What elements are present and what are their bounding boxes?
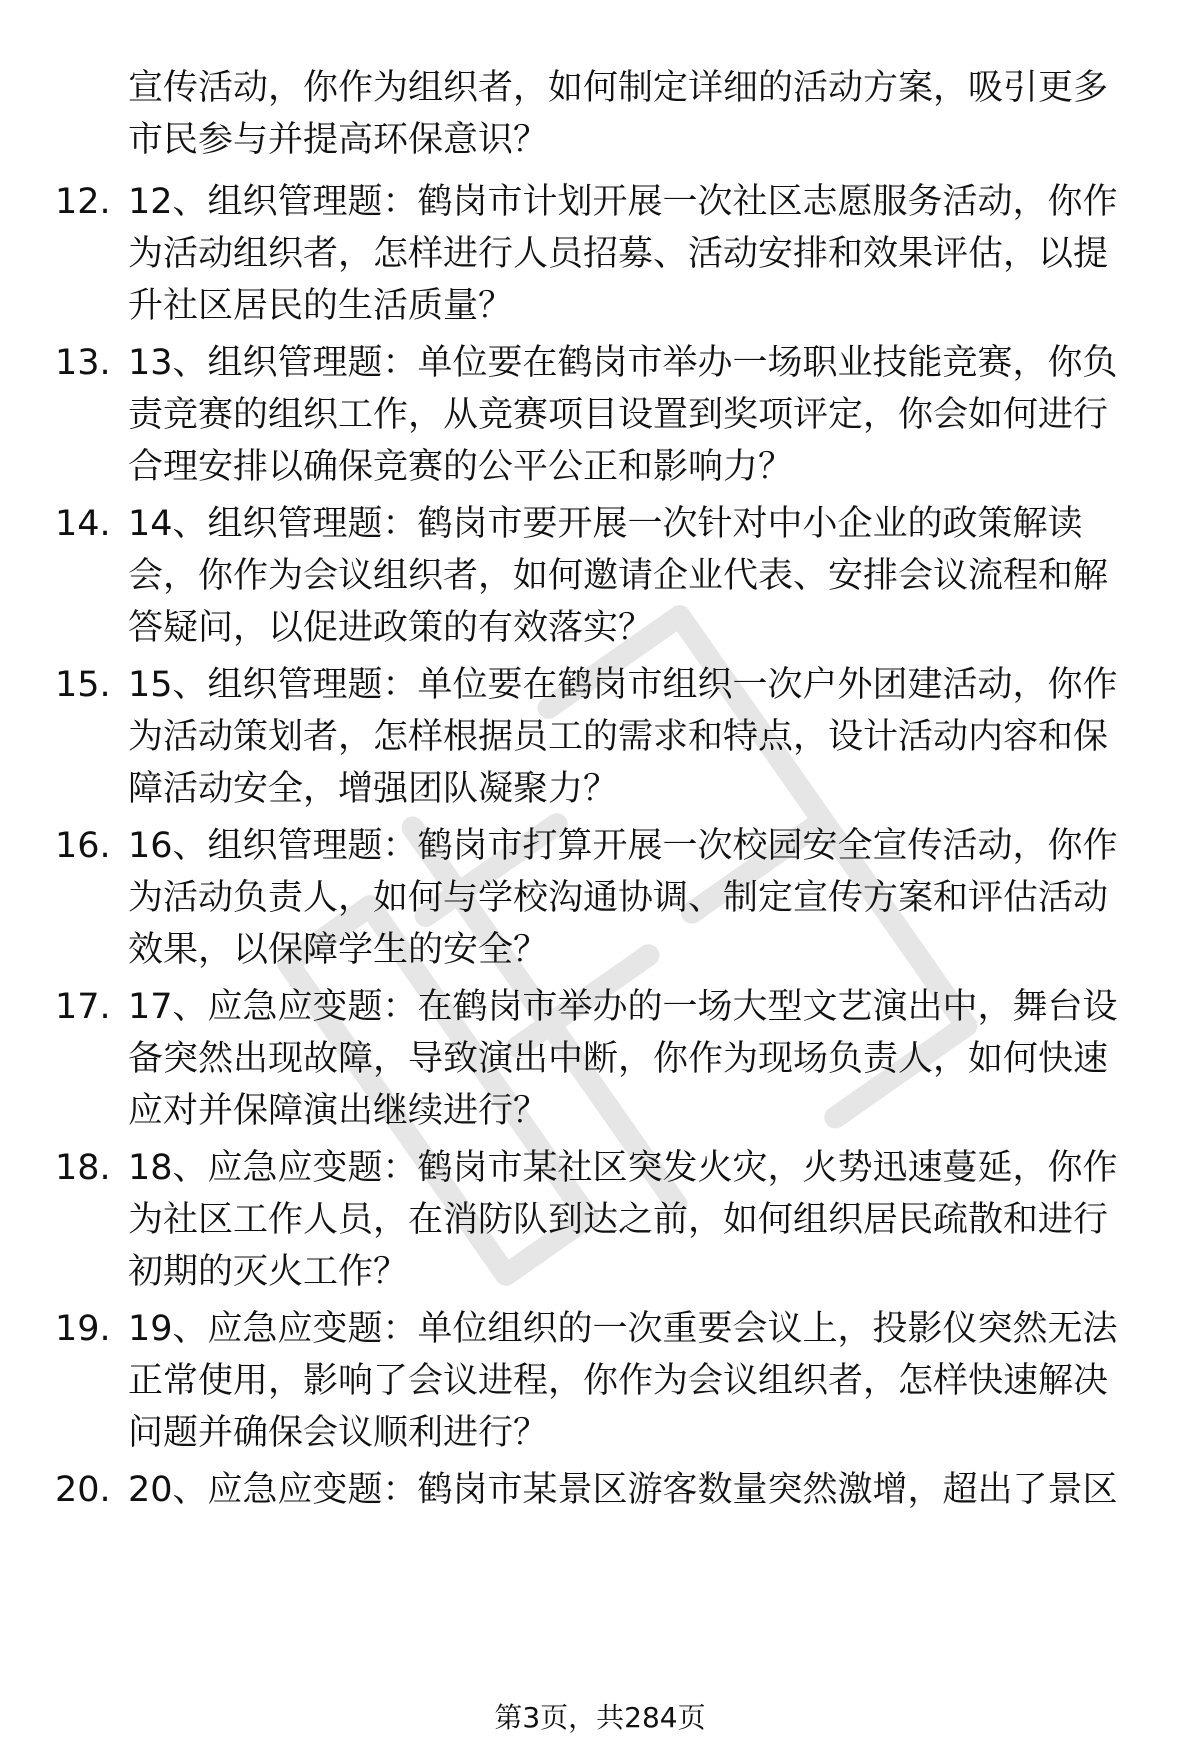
item-number: 12. [55, 182, 111, 222]
item-text: 14、组织管理题：鹤岗市要开展一次针对中小企业的政策解读 会，你作为会议组织者，如何邀请企业代表、安排会议流程和解 答疑问，以促进政策的有效落实？ [128, 504, 1109, 648]
item-number: 13. [55, 343, 111, 383]
item-number: 20. [55, 1470, 111, 1510]
item-text: 15、组织管理题：单位要在鹤岗市组织一次户外团建活动，你作 为活动策划者，怎样根据员工的需求和特点，设计活动内容和保 障活动安全，增强团队凝聚力？ [128, 665, 1118, 809]
item-number: 17. [55, 987, 111, 1027]
item-text: 13、组织管理题：单位要在鹤岗市举办一场职业技能竞赛，你负 责竞赛的组织工作，从竞赛项目设置到奖项评定，你会如何进行 合理安排以确保竞赛的公平公正和影响力？ [128, 343, 1118, 487]
continuation-text: 宣传活动，你作为组织者，如何制定详细的活动方案，吸引更多 市民参与并提高环保意识？ [128, 68, 1109, 160]
item-number: 18. [55, 1148, 111, 1188]
item-text: 17、应急应变题：在鹤岗市举办的一场大型文艺演出中，舞台设 备突然出现故障，导致演出中断，你作为现场负责人，如何快速 应对并保障演出继续进行？ [128, 987, 1118, 1131]
item-text: 18、应急应变题：鹤岗市某社区突发火灾，火势迅速蔓延，你作 为社区工作人员，在消防队到达之前，如何组织居民疏散和进行 初期的灭火工作？ [128, 1148, 1118, 1292]
item-text: 20、应急应变题：鹤岗市某景区游客数量突然激增，超出了景区 [128, 1470, 1118, 1510]
item-number: 16. [55, 826, 111, 866]
item-number: 14. [55, 504, 111, 544]
item-number: 15. [55, 665, 111, 705]
item-text: 19、应急应变题：单位组织的一次重要会议上，投影仪突然无法 正常使用，影响了会议进程，你作为会议组织者，怎样快速解决 问题并确保会议顺利进行？ [128, 1309, 1118, 1453]
item-text: 12、组织管理题：鹤岗市计划开展一次社区志愿服务活动，你作 为活动组织者，怎样进行人员招募、活动安排和效果评估，以提 升社区居民的生活质量？ [128, 182, 1118, 326]
item-text: 16、组织管理题：鹤岗市打算开展一次校园安全宣传活动，你作 为活动负责人，如何与学校沟通协调、制定宣传方案和评估活动 效果，以保障学生的安全？ [128, 826, 1118, 970]
item-number: 19. [55, 1309, 111, 1349]
page-footer: 第3页，共284页 [494, 1701, 706, 1734]
